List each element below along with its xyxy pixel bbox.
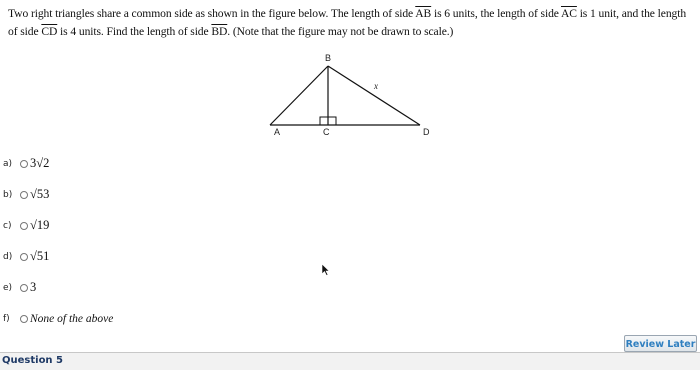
- option-text: None of the above: [30, 312, 114, 325]
- mouse-cursor-icon: [321, 263, 330, 276]
- radio-circle-icon[interactable]: [20, 253, 28, 261]
- footer-bar: [0, 352, 700, 370]
- option-text: √53: [30, 187, 50, 201]
- side-ab-line: [270, 66, 328, 125]
- review-later-button[interactable]: Review Later: [624, 335, 697, 352]
- question-segment-4: is 4 units. Find the length of side: [57, 25, 212, 38]
- radio-circle-icon[interactable]: [20, 191, 28, 199]
- label-c: C: [323, 127, 330, 137]
- option-text: √51: [30, 249, 50, 263]
- question-number-label: Question 5: [2, 355, 63, 366]
- option-a[interactable]: [3, 148, 113, 179]
- option-letter: b): [3, 189, 13, 200]
- side-ac: $\overline{AC}$: [560, 7, 577, 20]
- radio-circle-icon[interactable]: [20, 222, 28, 230]
- side-ab: $\overline{AB}$: [415, 7, 432, 20]
- option-d[interactable]: [3, 241, 113, 272]
- right-angle-marker-left: [320, 117, 328, 125]
- label-d: D: [423, 127, 430, 137]
- label-b: B: [325, 53, 332, 63]
- option-text: √19: [30, 218, 50, 232]
- option-text: 3√2: [30, 156, 50, 170]
- radio-circle-icon[interactable]: [20, 284, 28, 292]
- option-letter: c): [3, 220, 12, 231]
- answer-options: [3, 148, 113, 334]
- triangle-figure: [260, 50, 440, 140]
- radio-circle-icon[interactable]: [20, 315, 28, 323]
- option-c[interactable]: [3, 210, 113, 241]
- option-text: 3: [30, 280, 37, 294]
- label-a: A: [274, 127, 281, 137]
- option-letter: d): [3, 251, 13, 262]
- side-bd-line: [328, 66, 420, 125]
- option-b[interactable]: [3, 179, 113, 210]
- option-f[interactable]: [3, 303, 113, 334]
- question-text: [8, 5, 698, 41]
- option-letter: e): [3, 282, 13, 293]
- question-segment-5: . (Note that the figure may not be drawn to scale.): [227, 25, 454, 38]
- radio-circle-icon[interactable]: [20, 160, 28, 168]
- question-segment-2: is 6 units, the length of side: [431, 7, 561, 20]
- side-bd: $\overline{BD}$: [211, 25, 228, 38]
- label-x: x: [374, 81, 378, 91]
- option-letter: f): [3, 313, 10, 324]
- side-cd: $\overline{CD}$: [41, 25, 58, 38]
- option-letter: a): [3, 158, 13, 169]
- question-segment-3: is 1 unit, and the length of side: [8, 7, 687, 38]
- option-e[interactable]: [3, 272, 113, 303]
- question-segment-1: Two right triangles share a common side as shown in the figure below. The length of side: [8, 7, 416, 20]
- right-angle-marker-right: [328, 117, 336, 125]
